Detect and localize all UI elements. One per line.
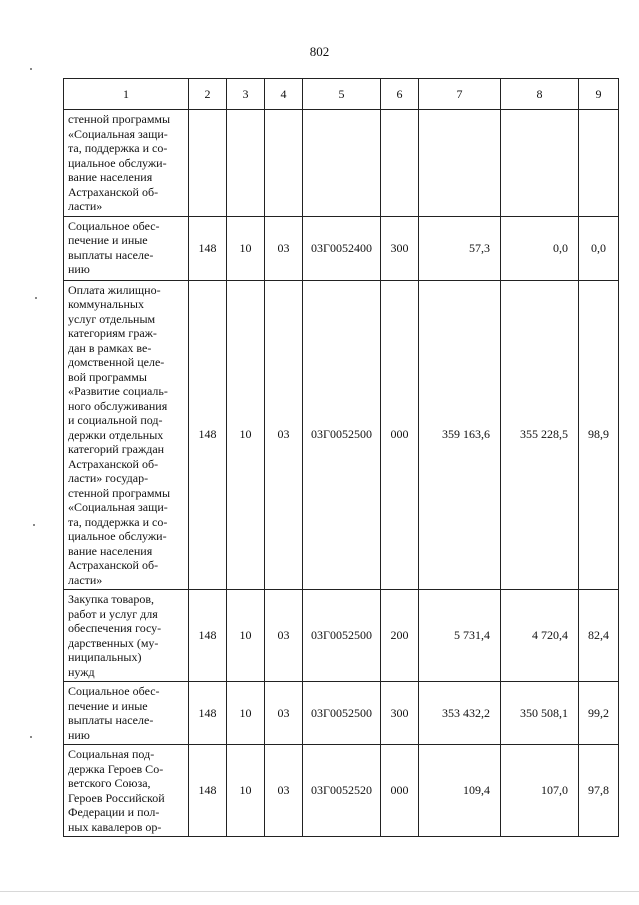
col-header-7: 7 xyxy=(419,79,501,110)
row-name-line: ласти» государ- xyxy=(68,471,149,485)
budget-table xyxy=(63,78,619,837)
cell-c2: 148 xyxy=(189,590,227,682)
row-name-line: «Социальная защи- xyxy=(68,126,168,141)
col-header-2: 2 xyxy=(189,79,227,110)
cell-c7: 109,4 xyxy=(419,745,501,837)
row-name-line: домственной целе- xyxy=(68,355,165,369)
row-name xyxy=(64,110,189,217)
row-name-line: работ и услуг для xyxy=(68,606,158,621)
cell-c9: 97,8 xyxy=(579,745,619,837)
row-name xyxy=(64,745,189,837)
row-name-line: Федерации и пол- xyxy=(68,805,160,819)
cell-c2 xyxy=(189,110,227,217)
row-name-line: ветского Союза, xyxy=(68,776,151,790)
scan-speck xyxy=(30,736,32,738)
page-number: 802 xyxy=(309,44,330,59)
row-name-line: та, поддержка и со- xyxy=(68,141,168,155)
row-name-line: «Развитие социаль- xyxy=(68,384,168,398)
cell-c5: 03Г0052500 xyxy=(303,682,381,745)
row-name-line: и социальной под- xyxy=(68,413,163,427)
table-body xyxy=(64,110,619,837)
cell-c4: 03 xyxy=(265,216,303,280)
row-name-line: вание населения xyxy=(68,543,153,558)
cell-c9: 82,4 xyxy=(579,590,619,682)
cell-c3: 10 xyxy=(227,216,265,280)
row-name-line: Героев Российской xyxy=(68,790,165,805)
row-name-line: обеспечения госу- xyxy=(68,621,162,635)
table-row xyxy=(64,110,619,217)
row-name-line: ласти» xyxy=(68,572,103,587)
table-row xyxy=(64,682,619,745)
row-name-line: стенной программы xyxy=(68,485,171,500)
row-name-line: печение и иные xyxy=(68,233,148,247)
cell-c2: 148 xyxy=(189,280,227,590)
row-name-line: нию xyxy=(68,727,90,742)
row-name-line: вание населения xyxy=(68,170,153,184)
cell-c7 xyxy=(419,110,501,217)
row-name-line: категориям граж- xyxy=(68,326,157,340)
cell-c6: 200 xyxy=(381,590,419,682)
row-name xyxy=(64,280,189,590)
cell-c6 xyxy=(381,110,419,217)
cell-c9 xyxy=(579,110,619,217)
cell-c2: 148 xyxy=(189,745,227,837)
col-header-3: 3 xyxy=(227,79,265,110)
header-row xyxy=(64,79,619,110)
cell-c3: 10 xyxy=(227,590,265,682)
col-header-8: 8 xyxy=(501,79,579,110)
row-name-line: Социальная под- xyxy=(68,747,155,761)
cell-c4: 03 xyxy=(265,682,303,745)
cell-c5: 03Г0052520 xyxy=(303,745,381,837)
cell-c6: 000 xyxy=(381,280,419,590)
cell-c6: 000 xyxy=(381,745,419,837)
cell-c4: 03 xyxy=(265,590,303,682)
cell-c4 xyxy=(265,110,303,217)
row-name-line: циальное обслужи- xyxy=(68,155,167,170)
col-header-4: 4 xyxy=(265,79,303,110)
row-name-line: коммунальных xyxy=(68,297,144,311)
row-name-line: Астраханской об- xyxy=(68,558,159,572)
row-name-line: Астраханской об- xyxy=(68,456,159,471)
cell-c5: 03Г0052500 xyxy=(303,590,381,682)
cell-c9: 99,2 xyxy=(579,682,619,745)
cell-c5 xyxy=(303,110,381,217)
row-name-line: Социальное обес- xyxy=(68,684,160,698)
scan-edge-line xyxy=(0,891,639,892)
row-name-line: ласти» xyxy=(68,199,103,213)
col-header-1: 1 xyxy=(64,79,189,110)
col-header-5: 5 xyxy=(303,79,381,110)
row-name-line: та, поддержка и со- xyxy=(68,514,168,529)
cell-c4: 03 xyxy=(265,745,303,837)
row-name xyxy=(64,216,189,280)
row-name-line: держки отдельных xyxy=(68,427,164,442)
row-name-line: нужд xyxy=(68,664,95,679)
row-name-line: категорий граждан xyxy=(68,442,165,456)
cell-c3: 10 xyxy=(227,745,265,837)
cell-c9: 0,0 xyxy=(579,216,619,280)
row-name-line: вой программы xyxy=(68,369,147,384)
row-name-line: Оплата жилищно- xyxy=(68,282,161,297)
table-row xyxy=(64,280,619,590)
cell-c7: 359 163,6 xyxy=(419,280,501,590)
cell-c6: 300 xyxy=(381,682,419,745)
table-row xyxy=(64,590,619,682)
row-name-line: Астраханской об- xyxy=(68,184,159,199)
row-name-line: выплаты населе- xyxy=(68,713,154,727)
cell-c3 xyxy=(227,110,265,217)
cell-c8: 4 720,4 xyxy=(501,590,579,682)
row-name xyxy=(64,590,189,682)
row-name-line: печение и иные xyxy=(68,698,148,713)
row-name-line: Закупка товаров, xyxy=(68,592,154,606)
row-name-line: выплаты населе- xyxy=(68,247,154,262)
cell-c8: 350 508,1 xyxy=(501,682,579,745)
cell-c3: 10 xyxy=(227,280,265,590)
table-row xyxy=(64,745,619,837)
cell-c2: 148 xyxy=(189,682,227,745)
row-name-line: ных кавалеров ор- xyxy=(68,819,162,834)
cell-c8: 355 228,5 xyxy=(501,280,579,590)
row-name-line: держка Героев Со- xyxy=(68,761,164,776)
cell-c7: 57,3 xyxy=(419,216,501,280)
scan-speck xyxy=(33,524,35,526)
row-name-line: дан в рамках ве- xyxy=(68,340,152,355)
table-row xyxy=(64,216,619,280)
cell-c5: 03Г0052500 xyxy=(303,280,381,590)
cell-c6: 300 xyxy=(381,216,419,280)
col-header-9: 9 xyxy=(579,79,619,110)
cell-c7: 353 432,2 xyxy=(419,682,501,745)
row-name-line: стенной программы xyxy=(68,112,171,126)
cell-c8: 0,0 xyxy=(501,216,579,280)
row-name-line: Социальное обес- xyxy=(68,218,160,233)
row-name-line: ниципальных) xyxy=(68,650,142,664)
cell-c4: 03 xyxy=(265,280,303,590)
cell-c7: 5 731,4 xyxy=(419,590,501,682)
scan-speck xyxy=(35,297,37,299)
row-name-line: циальное обслужи- xyxy=(68,529,167,543)
cell-c2: 148 xyxy=(189,216,227,280)
cell-c9: 98,9 xyxy=(579,280,619,590)
col-header-6: 6 xyxy=(381,79,419,110)
cell-c8 xyxy=(501,110,579,217)
cell-c5: 03Г0052400 xyxy=(303,216,381,280)
scan-speck xyxy=(30,68,32,70)
cell-c8: 107,0 xyxy=(501,745,579,837)
row-name-line: нию xyxy=(68,262,90,276)
row-name-line: услуг отдельным xyxy=(68,311,156,326)
row-name-line: ного обслуживания xyxy=(68,398,168,413)
row-name-line: «Социальная защи- xyxy=(68,500,168,514)
row-name xyxy=(64,682,189,745)
cell-c3: 10 xyxy=(227,682,265,745)
row-name-line: дарственных (му- xyxy=(68,635,159,650)
